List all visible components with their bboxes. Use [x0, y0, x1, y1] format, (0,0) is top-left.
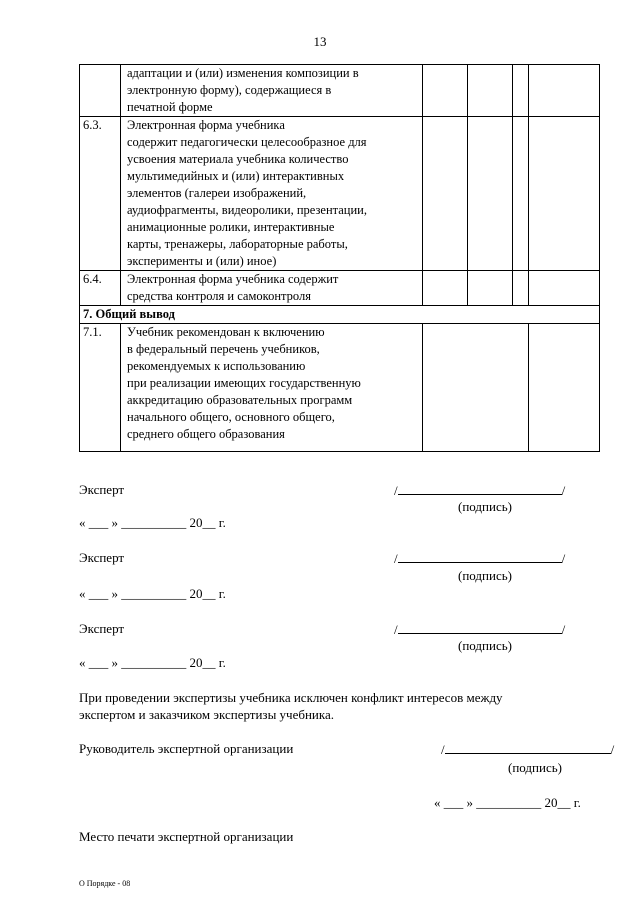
- text-line: среднего общего образования: [127, 427, 285, 441]
- date-line: « ___ » __________ 20__ г.: [434, 795, 581, 810]
- score-cell: [513, 65, 529, 117]
- score-cell: [468, 271, 513, 306]
- evaluation-table: [79, 64, 600, 452]
- text-line: печатной форме: [127, 100, 213, 114]
- text-line: при реализации имеющих государственную: [127, 376, 361, 390]
- date-line: « ___ » __________ 20__ г.: [79, 655, 226, 670]
- expert-signature-line: / /: [394, 622, 566, 637]
- section-row: [80, 306, 600, 324]
- criterion-text: [121, 65, 423, 117]
- conflict-statement: При проведении экспертизы учебника исключен конфликт интересов между: [79, 690, 503, 705]
- text-line: Электронная форма учебника: [127, 118, 285, 132]
- text-line: в федеральный перечень учебников,: [127, 342, 320, 356]
- text-line: Электронная форма учебника содержит: [127, 272, 339, 286]
- comment-cell: [529, 117, 600, 271]
- comment-cell: [529, 324, 600, 452]
- score-cell: [423, 65, 468, 117]
- criterion-text: [121, 271, 423, 306]
- score-cell: [423, 117, 468, 271]
- head-label: Руководитель экспертной организации: [79, 741, 294, 756]
- score-cell: [513, 117, 529, 271]
- text-line: рекомендуемых к использованию: [127, 359, 306, 373]
- criterion-text: [121, 117, 423, 271]
- text-line: анимационные ролики, интерактивные: [127, 220, 335, 234]
- criterion-text: [121, 324, 423, 452]
- footer-note: О Порядке - 08: [79, 879, 131, 888]
- text-line: элементов (галереи изображений,: [127, 186, 307, 200]
- table-row: [80, 271, 600, 306]
- row-number: 7.1.: [80, 324, 121, 452]
- expert-label: Эксперт: [79, 621, 125, 636]
- date-line: « ___ » __________ 20__ г.: [79, 586, 226, 601]
- text-line: средства контроля и самоконтроля: [127, 289, 311, 303]
- text-line: аккредитацию образовательных программ: [127, 393, 353, 407]
- score-cell: [423, 324, 529, 452]
- score-cell: [513, 271, 529, 306]
- signature-caption: (подпись): [458, 568, 512, 583]
- date-line: « ___ » __________ 20__ г.: [79, 515, 226, 530]
- stamp-label: Место печати экспертной организации: [79, 829, 294, 844]
- text-line: эксперименты и (или) иное): [127, 254, 277, 268]
- section-heading: 7. Общий вывод: [80, 306, 600, 324]
- table-row: [80, 324, 600, 452]
- expert-signature-line: / /: [394, 551, 566, 566]
- text-line: адаптации и (или) изменения композиции в: [127, 66, 359, 80]
- conflict-statement: экспертом и заказчиком экспертизы учебника.: [79, 707, 335, 722]
- expert-signature-line: / /: [394, 483, 566, 498]
- score-cell: [468, 117, 513, 271]
- row-number: 6.4.: [80, 271, 121, 306]
- text-line: карты, тренажеры, лабораторные работы,: [127, 237, 348, 251]
- expert-label: Эксперт: [79, 482, 125, 497]
- text-line: мультимедийных и (или) интерактивных: [127, 169, 345, 183]
- comment-cell: [529, 65, 600, 117]
- score-cell: [468, 65, 513, 117]
- row-number: 6.3.: [80, 117, 121, 271]
- signature-caption: (подпись): [458, 499, 512, 514]
- score-cell: [423, 271, 468, 306]
- row-number: [80, 65, 121, 117]
- signature-caption: (подпись): [458, 638, 512, 653]
- text-line: Учебник рекомендован к включению: [127, 325, 325, 339]
- comment-cell: [529, 271, 600, 306]
- page-number: 13: [313, 34, 327, 49]
- text-line: аудиофрагменты, видеоролики, презентации,: [127, 203, 367, 217]
- text-line: электронную форму), содержащиеся в: [127, 83, 332, 97]
- signature-caption: (подпись): [508, 760, 562, 775]
- text-line: содержит педагогически целесообразное для: [127, 135, 367, 149]
- table-row: [80, 117, 600, 271]
- expert-label: Эксперт: [79, 550, 125, 565]
- text-line: начального общего, основного общего,: [127, 410, 335, 424]
- table-row: [80, 65, 600, 117]
- text-line: усвоения материала учебника количество: [127, 152, 349, 166]
- head-signature-line: / /: [441, 742, 615, 757]
